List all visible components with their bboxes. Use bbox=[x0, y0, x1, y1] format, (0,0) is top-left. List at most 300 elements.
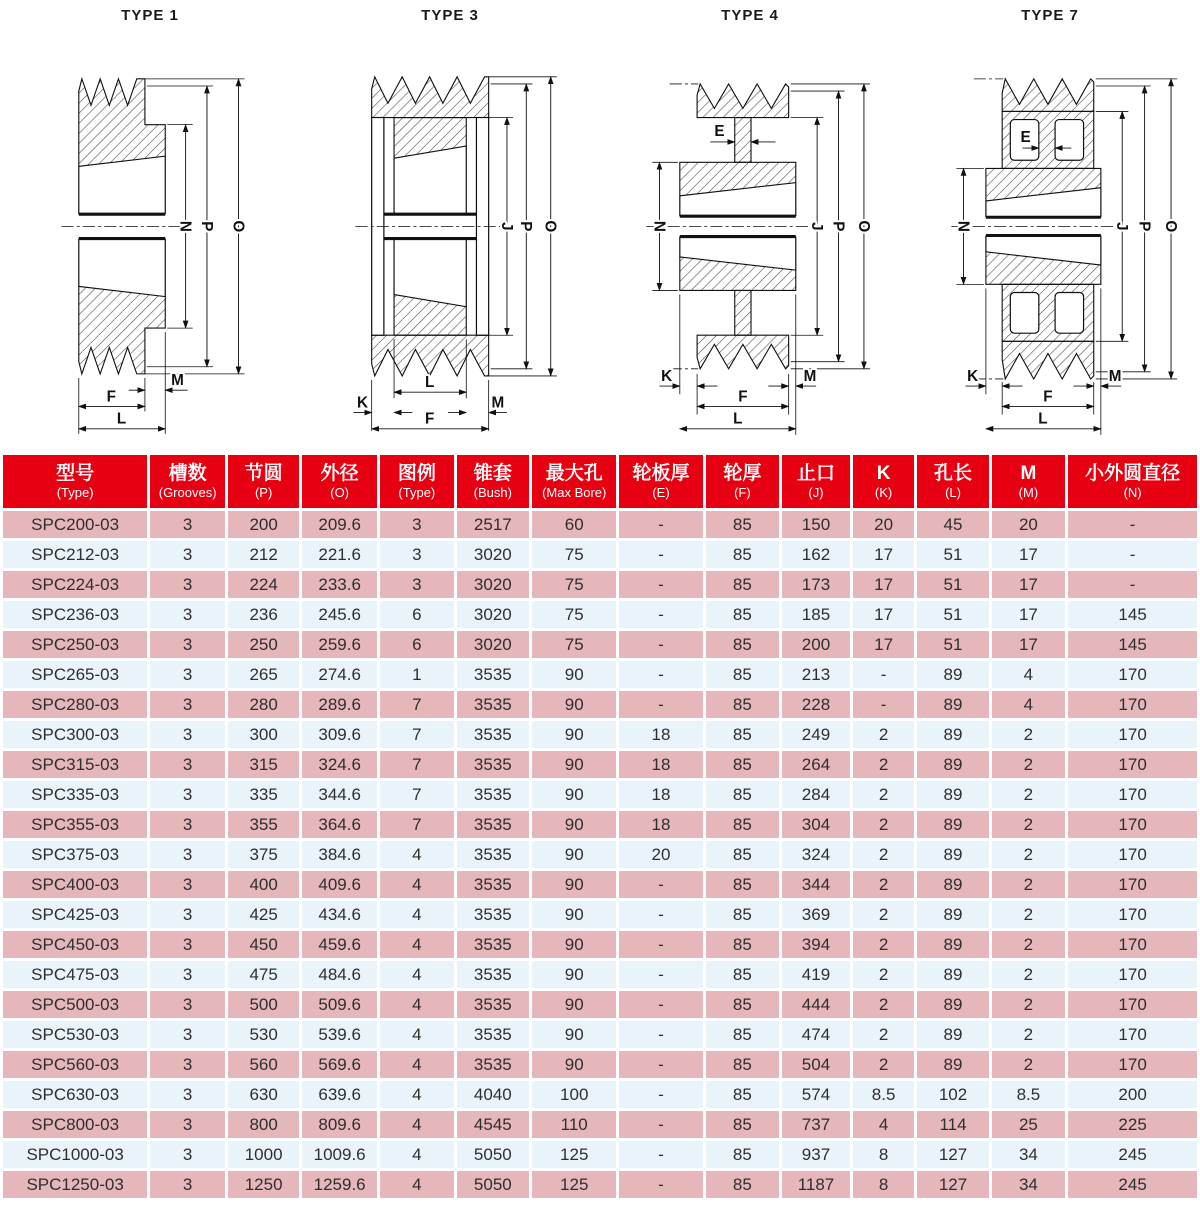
table-cell: 17 bbox=[851, 600, 916, 630]
table-cell: 569.6 bbox=[301, 1050, 379, 1080]
table-cell: 127 bbox=[916, 1140, 990, 1170]
column-header: 槽数 (Grooves) bbox=[149, 454, 227, 510]
table-cell: 2 bbox=[990, 750, 1067, 780]
table-cell: - bbox=[618, 690, 704, 720]
table-cell: SPC630-03 bbox=[2, 1080, 149, 1110]
table-cell: 3 bbox=[149, 1170, 227, 1200]
table-cell: 89 bbox=[916, 840, 990, 870]
table-cell: 85 bbox=[704, 810, 781, 840]
table-cell: SPC355-03 bbox=[2, 810, 149, 840]
table-cell: 162 bbox=[781, 540, 852, 570]
column-header: 节圆 (P) bbox=[227, 454, 301, 510]
dim-label-k: K bbox=[357, 394, 369, 412]
table-cell: 170 bbox=[1067, 690, 1199, 720]
table-cell: 2 bbox=[990, 900, 1067, 930]
column-header: K (K) bbox=[851, 454, 916, 510]
table-cell: 384.6 bbox=[301, 840, 379, 870]
figure-type-1 bbox=[0, 4, 300, 444]
table-cell: 937 bbox=[781, 1140, 852, 1170]
table-cell: 125 bbox=[531, 1140, 618, 1170]
table-cell: 1000 bbox=[227, 1140, 301, 1170]
table-cell: 245 bbox=[1067, 1140, 1199, 1170]
table-cell: - bbox=[1067, 570, 1199, 600]
table-cell: 304 bbox=[781, 810, 852, 840]
column-header: 最大孔 (Max Bore) bbox=[531, 454, 618, 510]
table-cell: 5050 bbox=[455, 1140, 530, 1170]
table-cell: - bbox=[618, 870, 704, 900]
table-row bbox=[2, 990, 1199, 1020]
table-cell: 17 bbox=[990, 570, 1067, 600]
table-cell: 315 bbox=[227, 750, 301, 780]
table-cell: 85 bbox=[704, 1110, 781, 1140]
table-cell: SPC250-03 bbox=[2, 630, 149, 660]
table-cell: 4 bbox=[990, 690, 1067, 720]
table-cell: 7 bbox=[379, 810, 456, 840]
table-cell: 34 bbox=[990, 1170, 1067, 1200]
table-cell: SPC800-03 bbox=[2, 1110, 149, 1140]
column-header: 止口 (J) bbox=[781, 454, 852, 510]
table-cell: SPC335-03 bbox=[2, 780, 149, 810]
table-header-row bbox=[2, 454, 1199, 510]
table-cell: 355 bbox=[227, 810, 301, 840]
table-cell: 3535 bbox=[455, 990, 530, 1020]
table-cell: 3020 bbox=[455, 600, 530, 630]
table-cell: 85 bbox=[704, 690, 781, 720]
table-cell: 2 bbox=[851, 720, 916, 750]
figure-title: TYPE 3 bbox=[421, 7, 479, 24]
figure-title: TYPE 1 bbox=[121, 7, 179, 24]
table-cell: SPC500-03 bbox=[2, 990, 149, 1020]
table-cell: 114 bbox=[916, 1110, 990, 1140]
table-cell: - bbox=[1067, 540, 1199, 570]
table-row bbox=[2, 1020, 1199, 1050]
table-cell: 200 bbox=[781, 630, 852, 660]
table-row bbox=[2, 810, 1199, 840]
table-cell: 4545 bbox=[455, 1110, 530, 1140]
table-row bbox=[2, 930, 1199, 960]
table-cell: 560 bbox=[227, 1050, 301, 1080]
table-cell: 4 bbox=[379, 870, 456, 900]
table-cell: 89 bbox=[916, 1050, 990, 1080]
table-cell: 500 bbox=[227, 990, 301, 1020]
table-cell: 250 bbox=[227, 630, 301, 660]
table-cell: 284 bbox=[781, 780, 852, 810]
table-cell: 20 bbox=[618, 840, 704, 870]
table-cell: 3 bbox=[149, 1020, 227, 1050]
table-cell: SPC265-03 bbox=[2, 660, 149, 690]
table-cell: 75 bbox=[531, 630, 618, 660]
table-cell: 89 bbox=[916, 960, 990, 990]
table-cell: 213 bbox=[781, 660, 852, 690]
table-cell: 170 bbox=[1067, 1020, 1199, 1050]
table-row bbox=[2, 1170, 1199, 1200]
table-cell: 509.6 bbox=[301, 990, 379, 1020]
table-cell: 265 bbox=[227, 660, 301, 690]
table-cell: 125 bbox=[531, 1170, 618, 1200]
table-cell: 530 bbox=[227, 1020, 301, 1050]
table-cell: 1009.6 bbox=[301, 1140, 379, 1170]
table-cell: 2 bbox=[990, 720, 1067, 750]
table-cell: 209.6 bbox=[301, 510, 379, 540]
table-cell: 3 bbox=[149, 870, 227, 900]
table-cell: 8 bbox=[851, 1140, 916, 1170]
table-cell: 394 bbox=[781, 930, 852, 960]
table-cell: 344 bbox=[781, 870, 852, 900]
table-cell: 85 bbox=[704, 570, 781, 600]
table-cell: 2 bbox=[851, 1050, 916, 1080]
figure-type-7 bbox=[900, 4, 1200, 444]
table-cell: 2 bbox=[990, 1050, 1067, 1080]
table-cell: 17 bbox=[851, 630, 916, 660]
table-cell: 474 bbox=[781, 1020, 852, 1050]
table-cell: 75 bbox=[531, 600, 618, 630]
table-cell: 85 bbox=[704, 600, 781, 630]
dim-label-o: O bbox=[229, 220, 247, 233]
table-cell: 89 bbox=[916, 810, 990, 840]
table-cell: 2 bbox=[851, 930, 916, 960]
column-header: 锥套 (Bush) bbox=[455, 454, 530, 510]
table-row bbox=[2, 1050, 1199, 1080]
column-header: 图例 (Type) bbox=[379, 454, 456, 510]
table-cell: 170 bbox=[1067, 840, 1199, 870]
dim-label-n: N bbox=[176, 220, 194, 232]
table-cell: 85 bbox=[704, 990, 781, 1020]
table-cell: 369 bbox=[781, 900, 852, 930]
table-cell: 3 bbox=[149, 1110, 227, 1140]
table-cell: 3 bbox=[149, 570, 227, 600]
table-cell: SPC475-03 bbox=[2, 960, 149, 990]
table-cell: 5050 bbox=[455, 1170, 530, 1200]
dim-label-f: F bbox=[106, 388, 117, 406]
table-cell: SPC400-03 bbox=[2, 870, 149, 900]
table-cell: 2 bbox=[990, 930, 1067, 960]
dim-label-p: P bbox=[829, 221, 847, 232]
type-4-drawing bbox=[600, 28, 900, 440]
table-cell: 221.6 bbox=[301, 540, 379, 570]
table-cell: 274.6 bbox=[301, 660, 379, 690]
table-cell: 2 bbox=[990, 1020, 1067, 1050]
table-cell: 90 bbox=[531, 1050, 618, 1080]
table-cell: 3535 bbox=[455, 810, 530, 840]
table-cell: 3 bbox=[149, 900, 227, 930]
table-cell: 89 bbox=[916, 690, 990, 720]
table-cell: 110 bbox=[531, 1110, 618, 1140]
table-cell: 200 bbox=[227, 510, 301, 540]
table-cell: 236 bbox=[227, 600, 301, 630]
table-cell: 3 bbox=[149, 720, 227, 750]
dim-label-p: P bbox=[517, 221, 535, 232]
table-cell: 249 bbox=[781, 720, 852, 750]
table-cell: 300 bbox=[227, 720, 301, 750]
table-cell: 3 bbox=[149, 840, 227, 870]
table-row bbox=[2, 690, 1199, 720]
table-cell: 89 bbox=[916, 720, 990, 750]
table-cell: 425 bbox=[227, 900, 301, 930]
table-cell: 259.6 bbox=[301, 630, 379, 660]
dim-label-j: J bbox=[1113, 222, 1131, 231]
table-cell: 4 bbox=[379, 1020, 456, 1050]
table-cell: 3020 bbox=[455, 570, 530, 600]
table-cell: 100 bbox=[531, 1080, 618, 1110]
table-cell: - bbox=[618, 1140, 704, 1170]
table-cell: SPC300-03 bbox=[2, 720, 149, 750]
figure-title: TYPE 4 bbox=[721, 7, 779, 24]
table-cell: 3 bbox=[149, 690, 227, 720]
table-cell: 4040 bbox=[455, 1080, 530, 1110]
table-cell: 1250 bbox=[227, 1170, 301, 1200]
dim-label-m: M bbox=[1108, 367, 1122, 385]
table-cell: 4 bbox=[379, 1080, 456, 1110]
table-cell: - bbox=[618, 630, 704, 660]
table-cell: 228 bbox=[781, 690, 852, 720]
figure-type-3 bbox=[300, 4, 600, 444]
dim-label-l: L bbox=[1038, 410, 1048, 428]
table-cell: 3535 bbox=[455, 840, 530, 870]
table-cell: 400 bbox=[227, 870, 301, 900]
table-row bbox=[2, 510, 1199, 540]
table-cell: 1187 bbox=[781, 1170, 852, 1200]
table-cell: - bbox=[1067, 510, 1199, 540]
table-cell: 324.6 bbox=[301, 750, 379, 780]
table-cell: SPC280-03 bbox=[2, 690, 149, 720]
table-cell: 170 bbox=[1067, 870, 1199, 900]
table-cell: 3020 bbox=[455, 540, 530, 570]
table-cell: - bbox=[618, 930, 704, 960]
dim-label-k: K bbox=[661, 367, 673, 385]
table-cell: 89 bbox=[916, 900, 990, 930]
table-cell: 7 bbox=[379, 780, 456, 810]
table-cell: 60 bbox=[531, 510, 618, 540]
column-header: 轮厚 (F) bbox=[704, 454, 781, 510]
table-cell: - bbox=[618, 660, 704, 690]
table-row bbox=[2, 1080, 1199, 1110]
table-cell: 484.6 bbox=[301, 960, 379, 990]
table-cell: 85 bbox=[704, 960, 781, 990]
table-cell: 4 bbox=[851, 1110, 916, 1140]
table-cell: 90 bbox=[531, 750, 618, 780]
table-cell: 2 bbox=[990, 870, 1067, 900]
table-cell: - bbox=[618, 570, 704, 600]
table-cell: 2 bbox=[851, 960, 916, 990]
dim-label-j: J bbox=[808, 222, 826, 231]
table-cell: 51 bbox=[916, 630, 990, 660]
table-cell: 4 bbox=[379, 840, 456, 870]
table-row bbox=[2, 1140, 1199, 1170]
table-cell: 170 bbox=[1067, 960, 1199, 990]
table-cell: 2 bbox=[990, 960, 1067, 990]
table-cell: 90 bbox=[531, 990, 618, 1020]
table-cell: SPC560-03 bbox=[2, 1050, 149, 1080]
type-7-drawing bbox=[900, 28, 1200, 440]
table-cell: 75 bbox=[531, 570, 618, 600]
table-cell: 3 bbox=[149, 960, 227, 990]
table-cell: 3 bbox=[149, 930, 227, 960]
table-cell: 539.6 bbox=[301, 1020, 379, 1050]
table-cell: 51 bbox=[916, 540, 990, 570]
table-cell: 145 bbox=[1067, 630, 1199, 660]
table-cell: - bbox=[618, 960, 704, 990]
table-cell: 90 bbox=[531, 810, 618, 840]
table-cell: 233.6 bbox=[301, 570, 379, 600]
table-cell: SPC450-03 bbox=[2, 930, 149, 960]
dim-label-j: J bbox=[497, 222, 515, 231]
table-body bbox=[2, 510, 1199, 1200]
table-cell: 335 bbox=[227, 780, 301, 810]
table-cell: 102 bbox=[916, 1080, 990, 1110]
table-cell: 2 bbox=[851, 870, 916, 900]
column-header: 型号 (Type) bbox=[2, 454, 149, 510]
dim-label-f: F bbox=[424, 410, 435, 428]
table-cell: 89 bbox=[916, 660, 990, 690]
table-cell: - bbox=[618, 1020, 704, 1050]
table-cell: 90 bbox=[531, 1020, 618, 1050]
table-row bbox=[2, 840, 1199, 870]
table-cell: - bbox=[618, 900, 704, 930]
figure-type-4 bbox=[600, 4, 900, 444]
type-3-drawing bbox=[300, 28, 600, 440]
table-cell: 127 bbox=[916, 1170, 990, 1200]
table-cell: 51 bbox=[916, 600, 990, 630]
column-header: 孔长 (L) bbox=[916, 454, 990, 510]
table-cell: 3020 bbox=[455, 630, 530, 660]
table-cell: SPC224-03 bbox=[2, 570, 149, 600]
table-cell: 8 bbox=[851, 1170, 916, 1200]
table-cell: 85 bbox=[704, 1140, 781, 1170]
table-cell: 375 bbox=[227, 840, 301, 870]
table-cell: - bbox=[851, 660, 916, 690]
table-cell: 85 bbox=[704, 1080, 781, 1110]
table-cell: 3 bbox=[149, 1080, 227, 1110]
table-cell: 639.6 bbox=[301, 1080, 379, 1110]
table-cell: 3535 bbox=[455, 960, 530, 990]
table-cell: 3535 bbox=[455, 750, 530, 780]
table-cell: - bbox=[618, 1080, 704, 1110]
table-cell: 2517 bbox=[455, 510, 530, 540]
dim-label-f: F bbox=[738, 388, 748, 406]
table-cell: 20 bbox=[990, 510, 1067, 540]
table-cell: 173 bbox=[781, 570, 852, 600]
table-cell: SPC530-03 bbox=[2, 1020, 149, 1050]
table-cell: 85 bbox=[704, 1170, 781, 1200]
dim-label-p: P bbox=[197, 221, 215, 232]
table-cell: 18 bbox=[618, 810, 704, 840]
table-cell: 3 bbox=[149, 510, 227, 540]
table-cell: 809.6 bbox=[301, 1110, 379, 1140]
table-cell: 90 bbox=[531, 690, 618, 720]
table-cell: 75 bbox=[531, 540, 618, 570]
dim-label-f: F bbox=[1043, 388, 1053, 406]
dim-label-n: N bbox=[650, 220, 668, 232]
table-cell: 45 bbox=[916, 510, 990, 540]
table-cell: 90 bbox=[531, 900, 618, 930]
type-1-drawing bbox=[0, 28, 300, 440]
table-cell: 4 bbox=[379, 1170, 456, 1200]
table-cell: 2 bbox=[851, 840, 916, 870]
dim-label-n: N bbox=[954, 220, 972, 232]
table-row bbox=[2, 570, 1199, 600]
table-cell: 18 bbox=[618, 750, 704, 780]
table-cell: 85 bbox=[704, 840, 781, 870]
table-cell: 6 bbox=[379, 600, 456, 630]
dim-label-o: O bbox=[1161, 220, 1179, 233]
table-cell: 4 bbox=[379, 930, 456, 960]
table-cell: 170 bbox=[1067, 1050, 1199, 1080]
table-cell: 212 bbox=[227, 540, 301, 570]
table-cell: 4 bbox=[379, 1110, 456, 1140]
table-cell: - bbox=[618, 1050, 704, 1080]
table-cell: 3 bbox=[149, 660, 227, 690]
table-row bbox=[2, 540, 1199, 570]
dim-label-e: E bbox=[714, 122, 725, 140]
table-cell: 409.6 bbox=[301, 870, 379, 900]
table-cell: 89 bbox=[916, 990, 990, 1020]
table-cell: 170 bbox=[1067, 930, 1199, 960]
table-cell: 475 bbox=[227, 960, 301, 990]
table-cell: SPC425-03 bbox=[2, 900, 149, 930]
table-row bbox=[2, 1110, 1199, 1140]
table-cell: 4 bbox=[379, 900, 456, 930]
table-row bbox=[2, 750, 1199, 780]
table-cell: 3 bbox=[149, 750, 227, 780]
pulley-drawings bbox=[0, 0, 1200, 444]
table-cell: - bbox=[618, 510, 704, 540]
table-cell: 2 bbox=[851, 780, 916, 810]
table-cell: 344.6 bbox=[301, 780, 379, 810]
table-row bbox=[2, 870, 1199, 900]
table-cell: 224 bbox=[227, 570, 301, 600]
table-cell: 90 bbox=[531, 840, 618, 870]
dim-label-l: L bbox=[424, 374, 435, 392]
table-cell: 4 bbox=[379, 1140, 456, 1170]
table-cell: 25 bbox=[990, 1110, 1067, 1140]
table-cell: 90 bbox=[531, 930, 618, 960]
table-cell: 34 bbox=[990, 1140, 1067, 1170]
table-cell: 574 bbox=[781, 1080, 852, 1110]
table-cell: 3535 bbox=[455, 870, 530, 900]
table-cell: 20 bbox=[851, 510, 916, 540]
table-cell: 289.6 bbox=[301, 690, 379, 720]
table-cell: 264 bbox=[781, 750, 852, 780]
table-cell: 3535 bbox=[455, 780, 530, 810]
table-cell: 364.6 bbox=[301, 810, 379, 840]
dim-label-m: M bbox=[491, 394, 505, 412]
table-cell: 245 bbox=[1067, 1170, 1199, 1200]
table-cell: 434.6 bbox=[301, 900, 379, 930]
table-cell: 459.6 bbox=[301, 930, 379, 960]
table-cell: 3535 bbox=[455, 720, 530, 750]
table-cell: 2 bbox=[851, 750, 916, 780]
dim-label-o: O bbox=[541, 220, 559, 233]
table-cell: 3 bbox=[149, 990, 227, 1020]
table-cell: 450 bbox=[227, 930, 301, 960]
table-cell: 170 bbox=[1067, 750, 1199, 780]
table-cell: SPC1250-03 bbox=[2, 1170, 149, 1200]
table-cell: 3535 bbox=[455, 900, 530, 930]
table-cell: 3535 bbox=[455, 930, 530, 960]
table-cell: 170 bbox=[1067, 780, 1199, 810]
table-cell: 85 bbox=[704, 660, 781, 690]
table-cell: 89 bbox=[916, 750, 990, 780]
table-cell: 85 bbox=[704, 1020, 781, 1050]
table-cell: 630 bbox=[227, 1080, 301, 1110]
table-cell: 309.6 bbox=[301, 720, 379, 750]
table-cell: 3535 bbox=[455, 1050, 530, 1080]
table-cell: 3 bbox=[379, 510, 456, 540]
table-cell: 85 bbox=[704, 750, 781, 780]
table-cell: 3 bbox=[149, 780, 227, 810]
table-cell: 2 bbox=[990, 810, 1067, 840]
table-cell: 85 bbox=[704, 630, 781, 660]
